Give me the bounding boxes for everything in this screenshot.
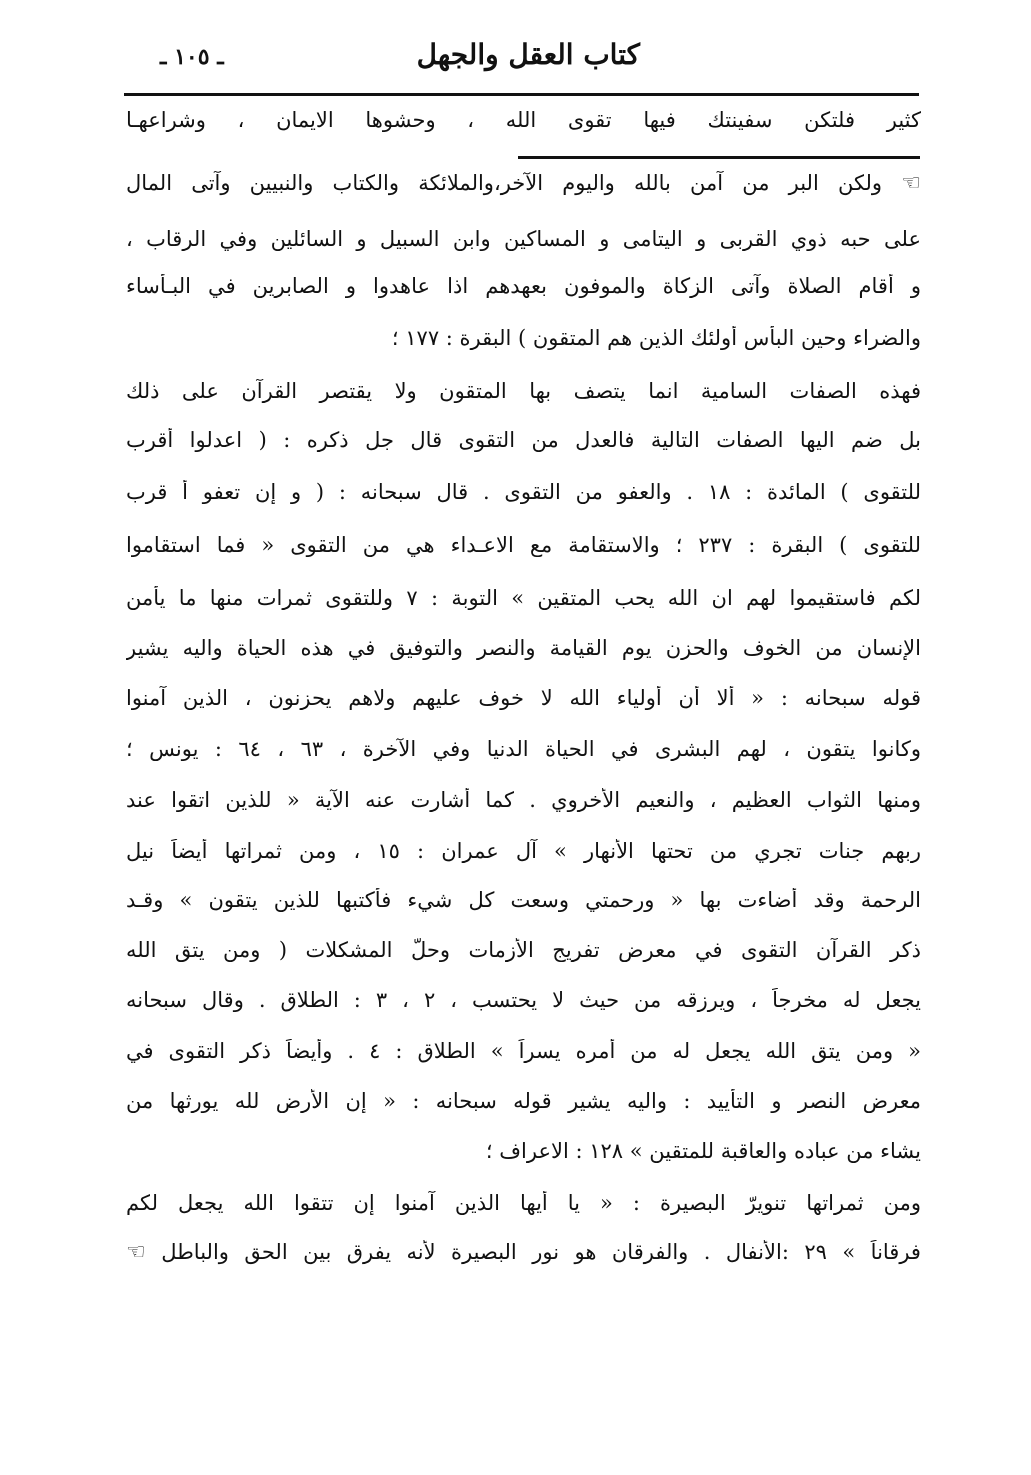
running-header (140, 38, 890, 88)
page-number: ـ ١٠٥ ـ (160, 44, 224, 70)
text-line-18: يجعل له مخرجاً ، ويرزقه من حيث لا يحتسب ، ٢ ، ٣ : الطلاق . وقال سبحانه (126, 988, 921, 1012)
text-line-3: على حبه ذوي القربى و اليتامى و المساكين وابن السبيل و السائلين وفي الرقاب ، (126, 227, 921, 251)
text-line-7: بل ضم اليها الصفات التالية فالعدل من التقوى قال جل ذكره : ( اعدلوا أقرب (126, 428, 921, 452)
text-line-13: وكانوا يتقون ، لهم البشرى في الحياة الدنيا وفي الآخرة ، ٦٣ ، ٦٤ : يونس ؛ (126, 737, 921, 761)
text-line-14: ومنها الثواب العظيم ، والنعيم الأخروي . كما أشارت عنه الآية « للذين اتقوا عند (126, 788, 921, 812)
book-title: كتاب العقل والجهل (416, 38, 640, 71)
text-line-17: ذكر القرآن التقوى في معرض تفريج الأزمات وحلّ المشكلات ( ومن يتق الله (126, 938, 921, 962)
text-line-4: و أقام الصلاة وآتى الزكاة والموفون بعهدهم اذا عاهدوا و الصابرين في البـأساء (126, 274, 921, 298)
text-line-5: والضراء وحين البأس أولئك الذين هم المتقون ) البقرة : ١٧٧ ؛ (391, 326, 921, 350)
text-line-6: فهذه الصفات السامية انما يتصف بها المتقون ولا يقتصر القرآن على ذلك (126, 379, 921, 403)
text-line-22: ومن ثمراتها تنويرّ البصيرة : « يا أيها الذين آمنوا إن تتقوا الله يجعل لكم (126, 1191, 921, 1215)
text-line-16: الرحمة وقد أضاءت بها « ورحمتي وسعت كل شيء فأكتبها للذين يتقون » وقـد (126, 888, 921, 912)
text-line-21: يشاء من عباده والعاقبة للمتقين » ١٢٨ : الاعراف ؛ (485, 1139, 921, 1163)
text-line-23-content: فرقاناً » ٢٩ :الأنفال . والفرقان هو نور البصيرة لأنه يفرق بين الحق والباطل (161, 1240, 921, 1264)
text-line-19: « ومن يتق الله يجعل له من أمره يسراً » الطلاق : ٤ . وأيضاً ذكر التقوى في (126, 1039, 921, 1063)
pointing-hand-icon: ☜ (901, 171, 921, 196)
pointing-hand-icon: ☜ (126, 1240, 146, 1265)
text-line-12: قوله سبحانه : « ألا أن أولياء الله لا خوف عليهم ولاهم يحزنون ، الذين آمنوا (126, 686, 921, 710)
text-line-1: كثير فلتكن سفينتك فيها تقوى الله ، وحشوها الايمان ، وشراعهـا (126, 108, 921, 132)
text-line-8: للتقوى ) المائدة : ١٨ . والعفو من التقوى . قال سبحانه : ( و إن تعفو أ قرب (126, 480, 921, 504)
text-line-20: معرض النصر و التأييد : واليه يشير قوله سبحانه : « إن الأرض لله يورثها من (126, 1089, 921, 1113)
text-line-10: لكم فاستقيموا لهم ان الله يحب المتقين » التوبة : ٧ وللتقوى ثمرات منها ما يأمن (126, 586, 921, 610)
section-rule (518, 156, 920, 159)
text-line-9: للتقوى ) البقرة : ٢٣٧ ؛ والاستقامة مع الاعـداء هي من التقوى « فما استقاموا (126, 533, 921, 557)
text-line-11: الإنسان من الخوف والحزن يوم القيامة والنصر والتوفيق في هذه الحياة واليه يشير (126, 636, 921, 660)
text-line-23 (126, 1240, 921, 1265)
text-line-2-content: ولكن البر من آمن بالله واليوم الآخر،والملائكة والكتاب والنبيين وآتى المال (126, 171, 883, 195)
text-line-15: ربهم جنات تجري من تحتها الأنهار » آل عمران : ١٥ ، ومن ثمراتها أيضاً نيل (126, 839, 921, 863)
header-rule (124, 93, 919, 96)
text-line-2 (126, 171, 921, 196)
